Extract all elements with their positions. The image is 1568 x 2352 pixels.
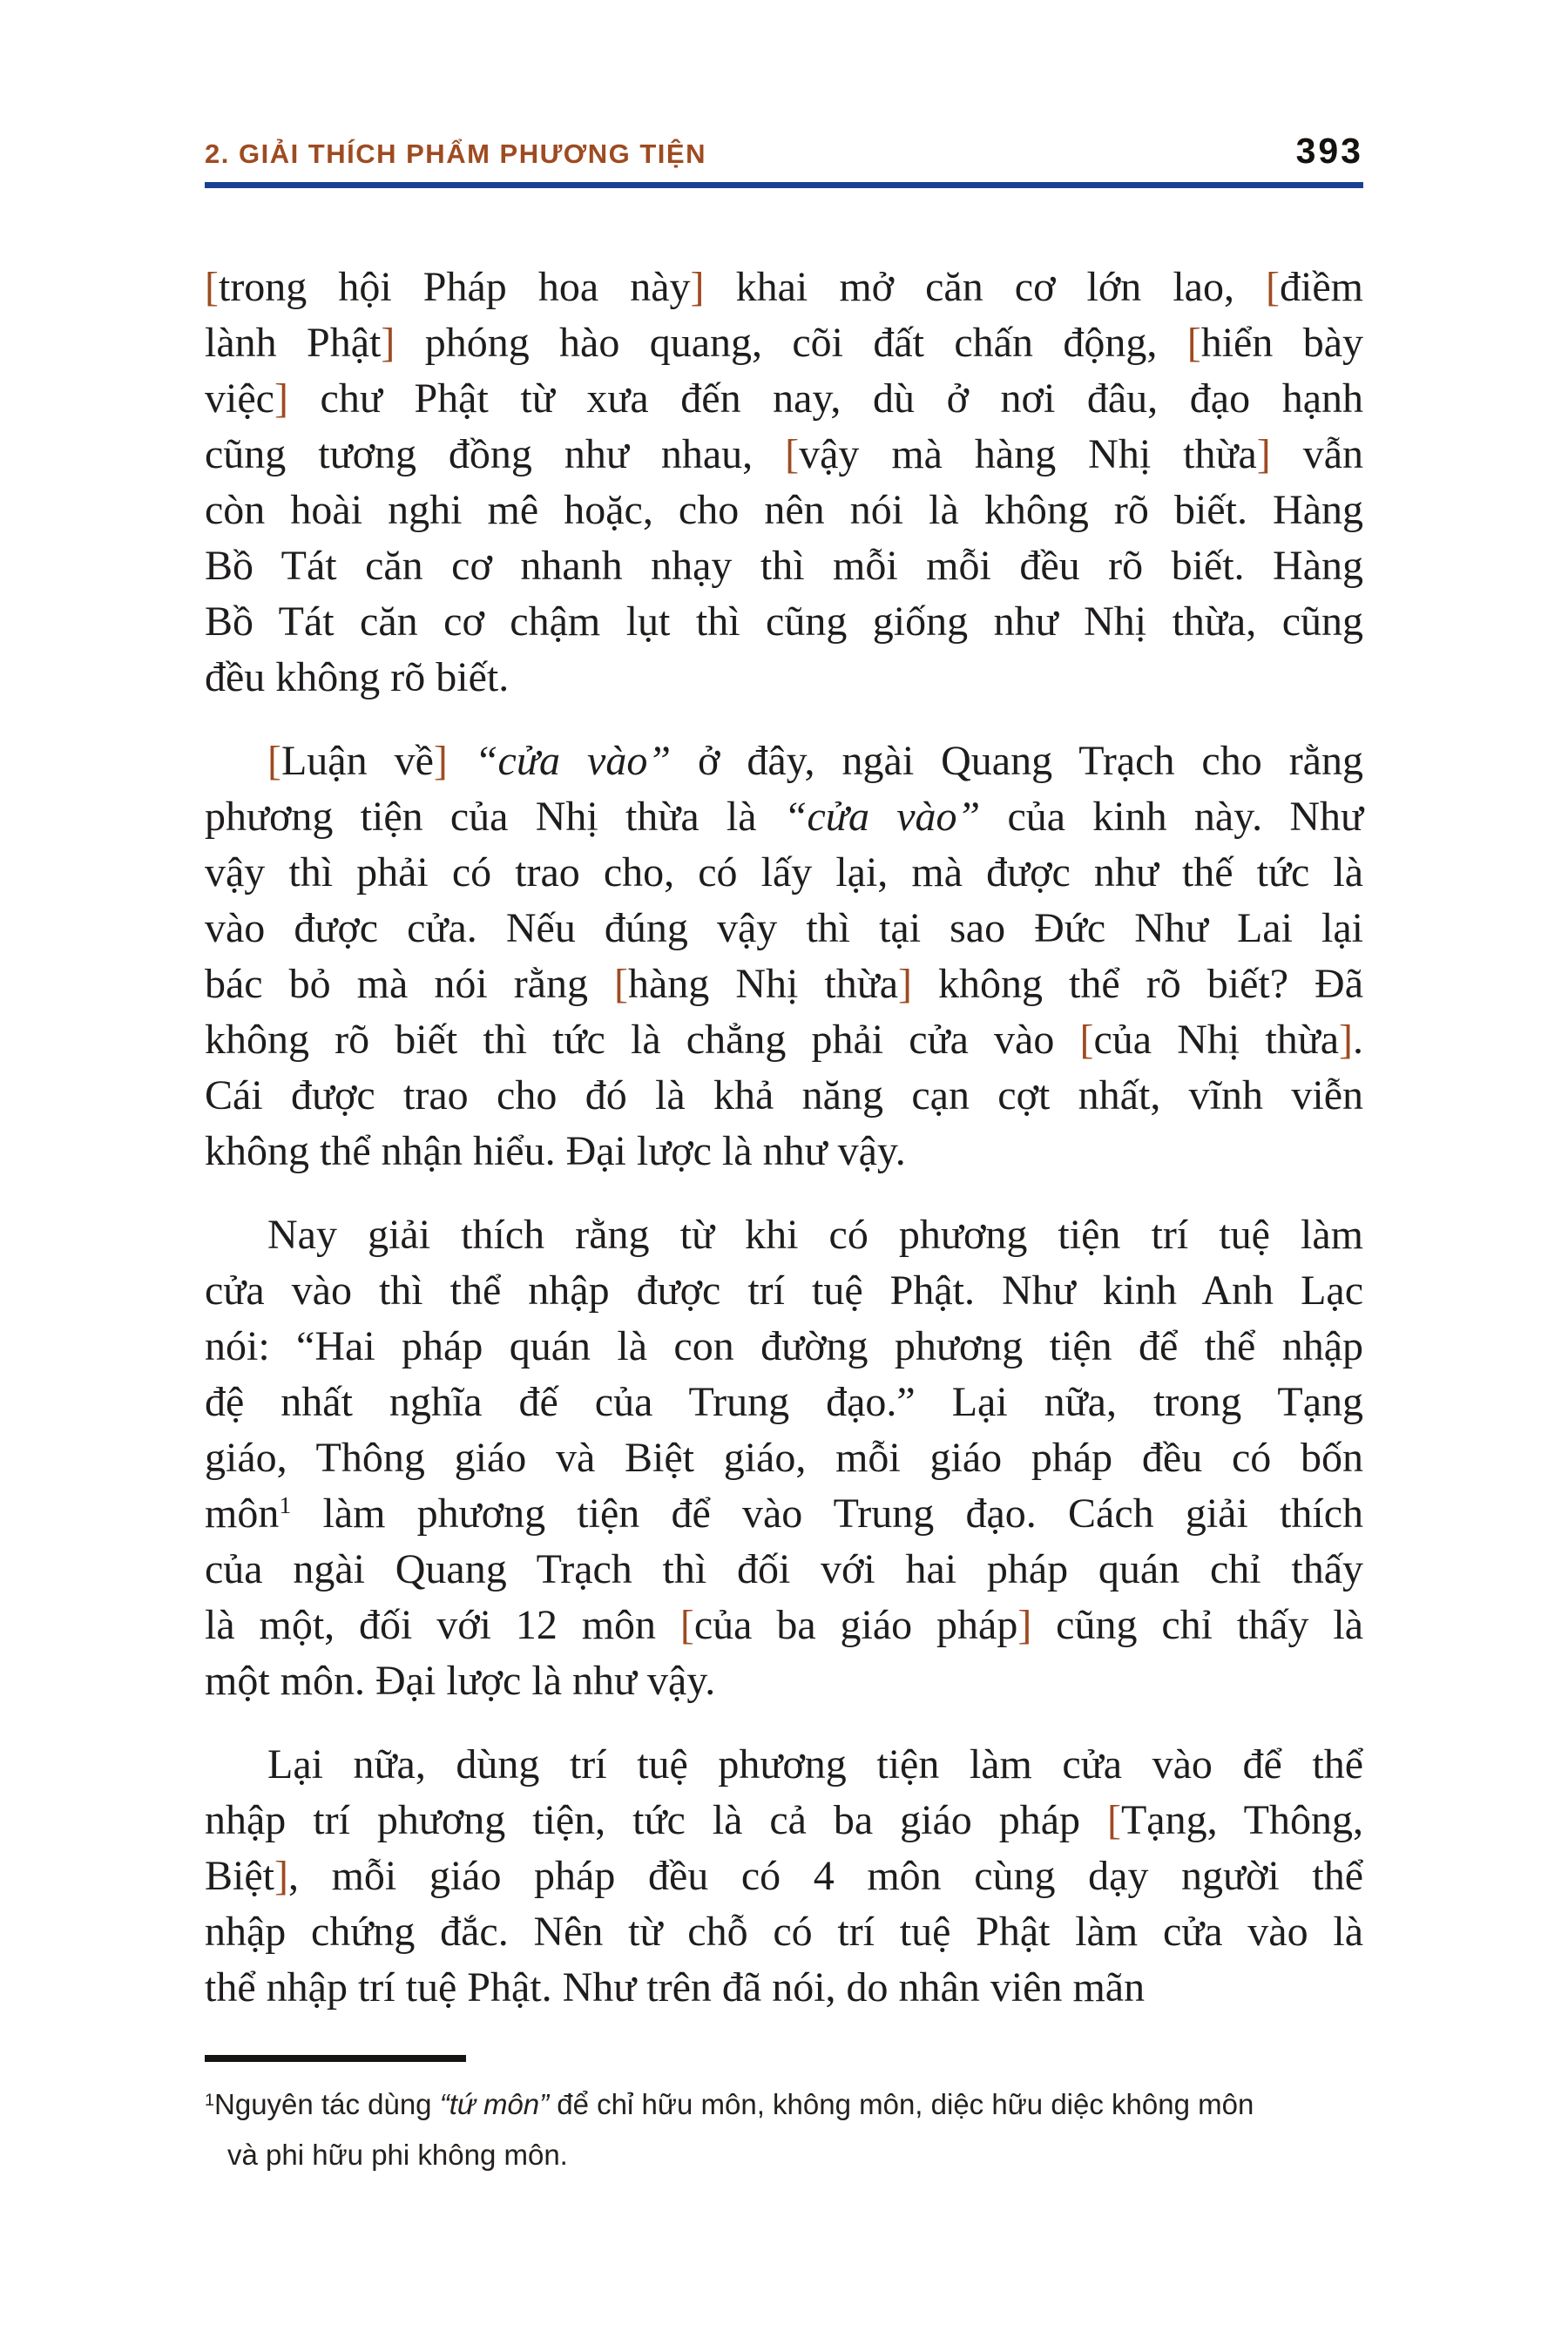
bracket: ] (274, 375, 288, 422)
text-segment: của Nhị thừa (1093, 1017, 1340, 1063)
text-segment: môn (205, 1490, 280, 1537)
bracket: ] (381, 320, 395, 366)
bracket: ] (1256, 431, 1271, 477)
text-segment: trong hội Pháp hoa này (218, 264, 691, 310)
text-segment: không rõ biết thì tức là chẳng phải cửa vào (205, 1017, 1080, 1063)
text-segment: của kinh này. Như (980, 794, 1364, 840)
text-segment: nói: “Hai pháp quán là con đường phương tiện để thể nhập (205, 1323, 1363, 1369)
text-line (205, 1542, 1363, 1598)
text-line (205, 650, 1363, 706)
bracket: [ (267, 738, 281, 784)
text-segment: lành Phật (205, 320, 382, 366)
bracket: [ (1266, 264, 1281, 310)
text-segment: một môn. Đại lược là như vậy. (205, 1658, 716, 1704)
text-segment: Cái được trao cho đó là khả năng cạn cợt nhất, vĩnh viễn (205, 1072, 1363, 1119)
text-segment: giáo, Thông giáo và Biệt giáo, mỗi giáo pháp đều có bốn (205, 1435, 1363, 1481)
text-segment: hiển bày (1200, 320, 1363, 366)
text-segment: và phi hữu phi không môn. (227, 2139, 568, 2171)
text-line (205, 845, 1363, 901)
text-segment: cửa vào thì thể nhập được trí tuệ Phật. Như kinh Anh Lạc (205, 1267, 1363, 1314)
text-line (205, 1124, 1363, 1179)
text-segment: vẫn (1270, 431, 1363, 477)
text-segment (448, 738, 475, 784)
text-segment: đệ nhất nghĩa đế của Trung đạo.” Lại nữa, trong Tạng (205, 1379, 1363, 1425)
body-text (205, 260, 1363, 2016)
page-number: 393 (1295, 131, 1363, 171)
paragraph (205, 1207, 1363, 1709)
bracket: ] (433, 738, 448, 784)
text-segment: phương tiện của Nhị thừa là (205, 794, 784, 840)
text-line (205, 789, 1363, 845)
text-segment: Bồ Tát căn cơ nhanh nhạy thì mỗi mỗi đều rõ biết. Hàng (205, 543, 1363, 589)
italic-term: “cửa vào” (783, 794, 981, 840)
running-header (205, 0, 1363, 172)
text-segment: Nay giải thích rằng từ khi có phương tiện trí tuệ làm (267, 1212, 1363, 1258)
text-line (205, 901, 1363, 956)
text-line (205, 1904, 1363, 1960)
bracket: [ (785, 431, 800, 477)
bracket: ] (1017, 1602, 1032, 1648)
text-segment: hàng Nhị thừa (628, 961, 899, 1007)
text-line (205, 1068, 1363, 1124)
bracket: [ (205, 264, 219, 310)
text-segment: không thể nhận hiểu. Đại lược là như vậy. (205, 1128, 906, 1174)
bracket: [ (679, 1602, 694, 1648)
text-line (205, 1848, 1363, 1904)
text-segment: vậy thì phải có trao cho, có lấy lại, mà được như thế tức là (205, 849, 1363, 896)
text-segment: nhập trí phương tiện, tức là cả ba giáo pháp (205, 1797, 1107, 1843)
bracket: ] (1339, 1017, 1354, 1063)
text-segment: của ngài Quang Trạch thì đối với hai pháp quán chỉ thấy (205, 1546, 1363, 1592)
text-segment: , mỗi giáo pháp đều có 4 môn cùng dạy người thể (287, 1853, 1363, 1899)
footnote-marker: 1 (279, 1492, 292, 1519)
text-line (205, 1598, 1363, 1653)
bracket: [ (1186, 320, 1201, 366)
text-line (205, 1653, 1363, 1709)
text-line (205, 1375, 1363, 1430)
text-line (205, 594, 1363, 650)
text-segment: cũng chỉ thấy là (1031, 1602, 1363, 1648)
text-line (205, 733, 1363, 789)
text-segment: làm phương tiện để vào Trung đạo. Cách giải thích (291, 1490, 1363, 1537)
text-segment: việc (205, 375, 274, 422)
text-line (205, 1012, 1363, 1068)
text-segment: vậy mà hàng Nhị thừa (799, 431, 1257, 477)
text-line (205, 1319, 1363, 1375)
text-segment: bác bỏ mà nói rằng (205, 961, 615, 1007)
text-segment: còn hoài nghi mê hoặc, cho nên nói là không rõ biết. Hàng (205, 487, 1363, 533)
footnote (205, 2055, 1363, 2180)
bracket: ] (274, 1853, 288, 1899)
text-line (205, 1793, 1363, 1848)
italic-term: “tứ môn” (439, 2088, 550, 2120)
text-segment: khai mở căn cơ lớn lao, (704, 264, 1267, 310)
text-line (205, 1263, 1363, 1319)
text-segment: của ba giáo pháp (693, 1602, 1018, 1648)
text-segment: là một, đối với 12 môn (205, 1602, 680, 1648)
footnote-marker: 1 (205, 2091, 215, 2110)
footnote-divider (205, 2055, 466, 2062)
footnote-text (205, 2079, 1363, 2180)
text-segment: ở đây, ngài Quang Trạch cho rằng (671, 738, 1363, 784)
text-segment: cũng tương đồng như nhau, (205, 431, 786, 477)
text-line (205, 483, 1363, 538)
bracket: [ (1079, 1017, 1094, 1063)
text-line (205, 371, 1363, 427)
text-line (205, 1737, 1363, 1793)
text-line (205, 1430, 1363, 1486)
text-segment: không thể rõ biết? Đã (912, 961, 1364, 1007)
text-line (205, 956, 1363, 1012)
footnote-line (205, 2079, 1363, 2130)
paragraph (205, 260, 1363, 706)
text-segment: Biệt (205, 1853, 274, 1899)
text-line (205, 1207, 1363, 1263)
text-segment: Lại nữa, dùng trí tuệ phương tiện làm cửa vào để thể (267, 1741, 1363, 1788)
text-segment: phóng hào quang, cõi đất chấn động, (395, 320, 1187, 366)
text-line (205, 1486, 1363, 1542)
text-line (205, 315, 1363, 371)
text-line (205, 260, 1363, 315)
italic-term: “cửa vào” (474, 738, 672, 784)
text-segment: thể nhập trí tuệ Phật. Như trên đã nói, do nhân viên mãn (205, 1964, 1146, 2011)
bracket: ] (898, 961, 912, 1007)
text-segment: Luận về (280, 738, 434, 784)
text-segment: Bồ Tát căn cơ chậm lụt thì cũng giống như Nhị thừa, cũng (205, 598, 1363, 645)
text-segment: . (1353, 1017, 1364, 1063)
text-segment: nhập chứng đắc. Nên từ chỗ có trí tuệ Phật làm cửa vào là (205, 1909, 1363, 1955)
text-line (205, 1960, 1363, 2016)
footnote-line (205, 2130, 1363, 2180)
text-line (205, 538, 1363, 594)
text-segment: chư Phật từ xưa đến nay, dù ở nơi đâu, đạo hạnh (287, 375, 1363, 422)
text-segment: Nguyên tác dùng (214, 2088, 440, 2120)
bracket: ] (690, 264, 705, 310)
bracket: [ (614, 961, 628, 1007)
text-line (205, 427, 1363, 483)
text-segment: vào được cửa. Nếu đúng vậy thì tại sao Đức Như Lai lại (205, 905, 1363, 951)
paragraph (205, 733, 1363, 1179)
text-segment: để chỉ hữu môn, không môn, diệc hữu diệc không môn (549, 2088, 1254, 2120)
header-rule-divider (205, 182, 1363, 188)
bracket: [ (1106, 1797, 1121, 1843)
text-segment: Tạng, Thông, (1120, 1797, 1363, 1843)
text-segment: điềm (1280, 264, 1364, 310)
paragraph (205, 1737, 1363, 2016)
text-segment: đều không rõ biết. (205, 654, 510, 700)
running-header-title: 2. GIẢI THÍCH PHẨM PHƯƠNG TIỆN (205, 139, 706, 169)
